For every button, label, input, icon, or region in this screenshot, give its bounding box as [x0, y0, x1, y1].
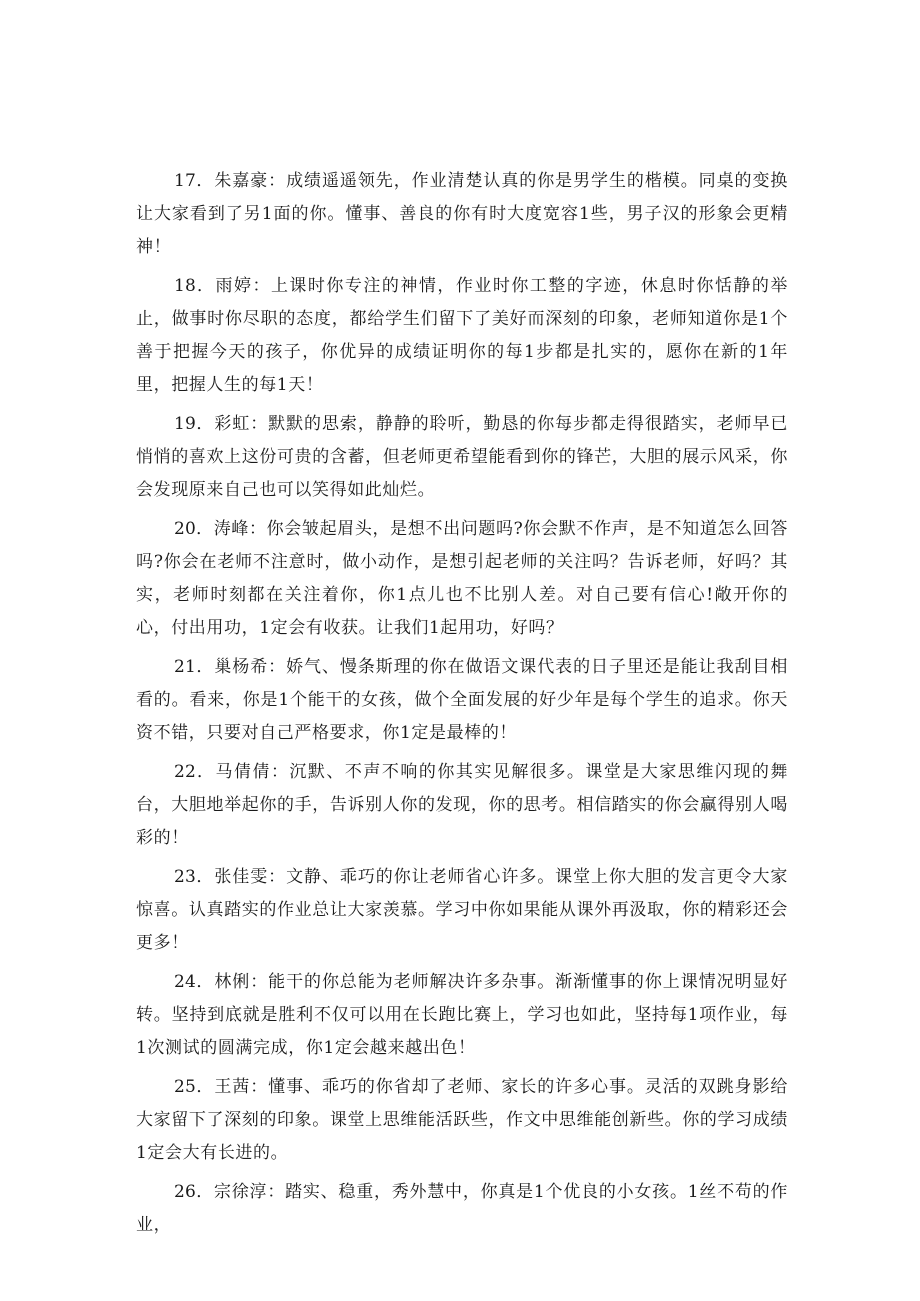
entry-number: 25: [174, 1077, 197, 1097]
comment-paragraph-17: [136, 165, 788, 264]
entry-text: ．巢杨希：娇气、慢条斯理的你在做语文课代表的日子里还是能让我刮目相看的。看来，你是1个能干的女孩，做个全面发展的好少年是每个学生的追求。你天资不错，只要对自己严格要求，你1定是最棒的！: [136, 657, 788, 743]
comment-paragraph-22: [136, 756, 788, 855]
comment-paragraph-26: [136, 1176, 788, 1242]
entry-number: 18: [174, 276, 197, 296]
entry-number: 21: [174, 657, 197, 677]
entry-number: 22: [174, 762, 197, 782]
entry-text: ．马倩倩：沉默、不声不响的你其实见解很多。课堂是大家思维闪现的舞台，大胆地举起你的手，告诉别人你的发现，你的思考。相信踏实的你会赢得别人喝彩的！: [136, 762, 788, 848]
entry-text: ．宗徐淳：踏实、稳重，秀外慧中，你真是1个优良的小女孩。1丝不苟的作业，: [136, 1182, 788, 1235]
comment-paragraph-25: [136, 1071, 788, 1170]
entry-number: 26: [174, 1182, 197, 1202]
entry-text: ．彩虹：默默的思索，静静的聆听，勤恳的你每步都走得很踏实，老师早已悄悄的喜欢上这份可贵的含蓄，但老师更希望能看到你的锋芒，大胆的展示风采，你会发现原来自己也可以笑得如此灿烂。: [136, 414, 788, 500]
comment-paragraph-24: [136, 966, 788, 1065]
entry-number: 20: [174, 519, 197, 539]
comment-paragraph-18: [136, 270, 788, 402]
entry-text: ．林俐：能干的你总能为老师解决许多杂事。渐渐懂事的你上课情况明显好转。坚持到底就是胜利不仅可以用在长跑比赛上，学习也如此，坚持每1项作业，每1次测试的圆满完成，你1定会越来越出色！: [136, 972, 788, 1058]
comment-paragraph-21: [136, 651, 788, 750]
entry-number: 23: [174, 867, 197, 887]
comment-paragraph-23: [136, 861, 788, 960]
comment-paragraph-20: [136, 513, 788, 645]
entry-text: ．雨婷：上课时你专注的神情，作业时你工整的字迹，休息时你恬静的举止，做事时你尽职的态度，都给学生们留下了美好而深刻的印象，老师知道你是1个善于把握今天的孩子，你优异的成绩证明你的每1步都是扎实的，愿你在新的1年里，把握人生的每1天！: [136, 276, 788, 395]
entry-text: ．张佳雯：文静、乖巧的你让老师省心许多。课堂上你大胆的发言更令大家惊喜。认真踏实的作业总让大家羡慕。学习中你如果能从课外再汲取，你的精彩还会更多！: [136, 867, 788, 953]
entry-number: 24: [174, 972, 197, 992]
entry-text: ．涛峰：你会皱起眉头，是想不出问题吗?你会默不作声，是不知道怎么回答吗?你会在老师不注意时，做小动作，是想引起老师的关注吗？告诉老师，好吗？其实，老师时刻都在关注着你，你1点儿也不比别人差。对自己要有信心!敞开你的心，付出用功，1定会有收获。让我们1起用功，好吗？: [136, 519, 788, 638]
comment-paragraph-19: [136, 408, 788, 507]
entry-number: 17: [174, 171, 197, 191]
entry-number: 19: [174, 414, 197, 434]
entry-text: ．王茜：懂事、乖巧的你省却了老师、家长的许多心事。灵活的双跳身影给大家留下了深刻的印象。课堂上思维能活跃些，作文中思维能创新些。你的学习成绩1定会大有长进的。: [136, 1077, 788, 1163]
entry-text: ．朱嘉豪：成绩遥遥领先，作业清楚认真的你是男学生的楷模。同桌的变换让大家看到了另1面的你。懂事、善良的你有时大度宽容1些，男子汉的形象会更精神！: [136, 171, 788, 257]
document-body: [136, 165, 788, 1248]
